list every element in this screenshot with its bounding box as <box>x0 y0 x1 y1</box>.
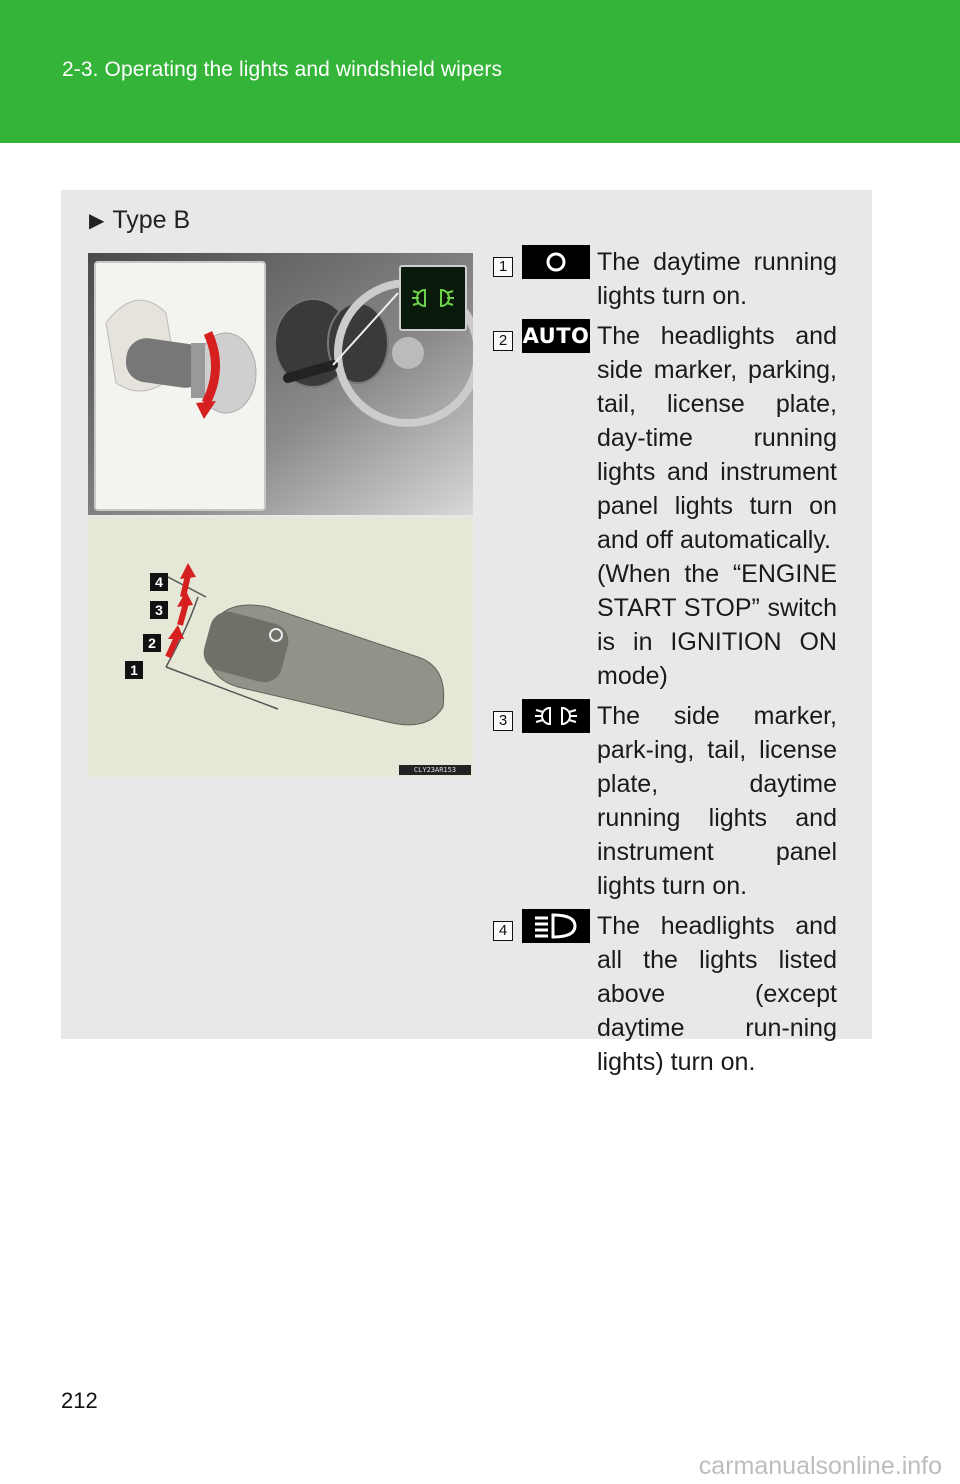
lever-diagram <box>88 517 473 777</box>
triangle-bullet-icon: ▶ <box>89 210 105 232</box>
list-item <box>491 699 841 903</box>
item-note: (When the “ENGINE START STOP” switch is in IGNITION ON mode) <box>597 560 837 690</box>
content-panel <box>61 190 872 1076</box>
knob-closeup-inset <box>94 261 266 511</box>
list-item <box>491 245 841 313</box>
step-badge-4: 4 <box>150 573 168 591</box>
type-heading <box>89 206 190 235</box>
item-description: The side marker, park-ing, tail, license plate, daytime running lights and instrument panel lights turn on. <box>597 702 837 900</box>
figure-code: CLY23AR153 <box>399 765 471 775</box>
off-circle-icon <box>522 245 590 279</box>
item-description: The headlights and all the lights listed above (except daytime run-ning lights) turn on. <box>597 912 837 1076</box>
step-badge-2: 2 <box>143 634 161 652</box>
page-number: 212 <box>61 1388 98 1413</box>
item-number: 2 <box>493 331 513 351</box>
side-marker-indicator-icon <box>409 282 457 314</box>
list-item <box>491 909 841 1079</box>
type-label: Type B <box>112 206 191 234</box>
light-position-list <box>491 245 841 1079</box>
headlight-icon <box>522 909 590 943</box>
item-description: The daytime running lights turn on. <box>597 248 837 310</box>
list-item <box>491 319 841 693</box>
knob-twist-drawing <box>96 263 264 509</box>
dashboard-photo <box>88 253 473 515</box>
section-title: 2-3. Operating the lights and windshield wipers <box>62 58 503 81</box>
item-description: The headlights and side marker, parking, tail, license plate, day-time running lights and instrument panel lights turn on and off automatically. (When the “ENGINE START STOP” switch is in IGNITION ON mode) <box>597 319 837 693</box>
side-marker-lights-icon <box>522 699 590 733</box>
step-badge-1: 1 <box>125 661 143 679</box>
watermark: carmanualsonline.info <box>698 1452 942 1480</box>
item-number: 4 <box>493 921 513 941</box>
indicator-lamp-callout <box>399 265 467 331</box>
item-number: 3 <box>493 711 513 731</box>
light-switch-illustration <box>88 253 473 777</box>
section-header <box>0 0 960 143</box>
auto-icon: AUTO <box>522 319 590 353</box>
item-number: 1 <box>493 257 513 277</box>
step-badge-3: 3 <box>150 601 168 619</box>
